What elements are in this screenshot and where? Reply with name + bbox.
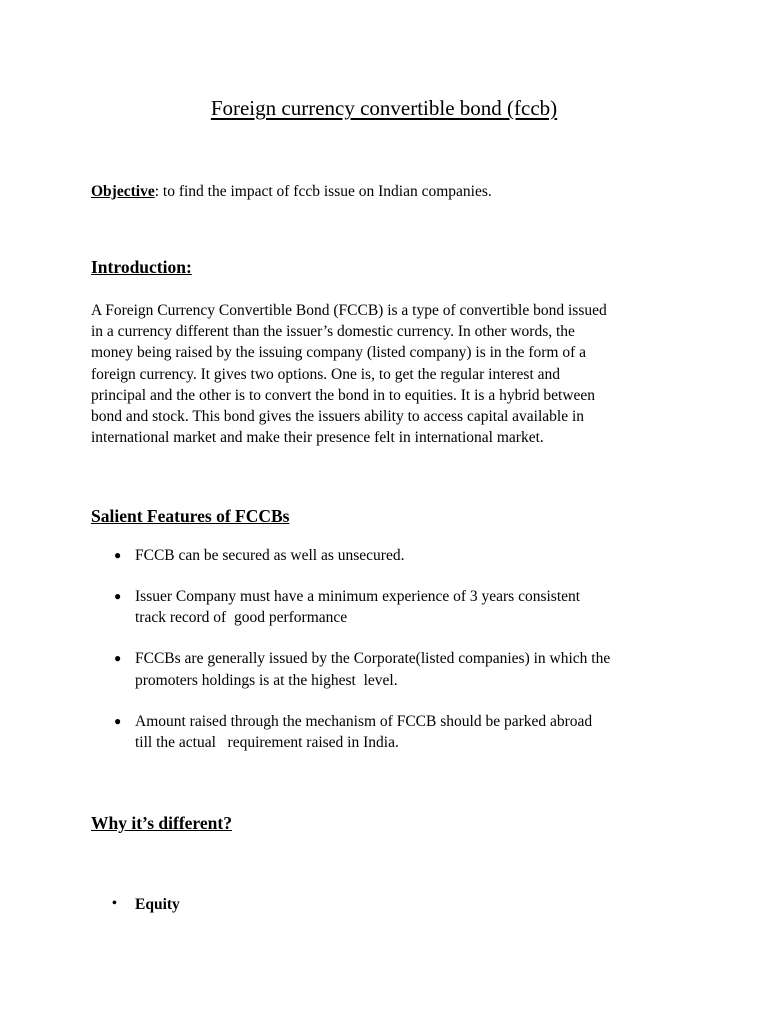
bullet-icon: ●	[114, 588, 122, 603]
introduction-line: foreign currency. It gives two options. One is, to get the regular interest and	[91, 365, 561, 383]
salient-features-list	[91, 545, 711, 773]
list-item	[91, 711, 711, 754]
introduction-heading: Introduction:	[91, 257, 192, 277]
list-item-line: track record of good performance	[135, 609, 348, 627]
list-item-line: Issuer Company must have a minimum experience of 3 years consistent	[135, 587, 581, 605]
introduction-line: in a currency different than the issuer’s domestic currency. In other words, the	[91, 323, 575, 341]
list-item-line: FCCBs are generally issued by the Corporate(listed companies) in which the	[135, 650, 611, 668]
bullet-icon: •	[112, 896, 117, 911]
introduction-line: money being raised by the issuing company (listed company) is in the form of a	[91, 344, 587, 362]
bullet-icon: ●	[114, 713, 122, 728]
introduction-line: principal and the other is to convert the bond in to equities. It is a hybrid between	[91, 386, 596, 404]
bullet-icon: ●	[114, 548, 122, 562]
list-item-line: Amount raised through the mechanism of FCCB should be parked abroad	[135, 712, 593, 730]
list-item	[91, 586, 711, 629]
list-item-line: promoters holdings is at the highest level.	[135, 671, 398, 689]
introduction-line: bond and stock. This bond gives the issuers ability to access capital available in	[91, 408, 585, 426]
list-item	[91, 545, 711, 566]
list-item	[91, 648, 711, 691]
introduction-line: international market and make their presence felt in international market.	[91, 429, 544, 447]
objective-label: Objective	[91, 183, 155, 200]
salient-features-heading: Salient Features of FCCBs	[91, 506, 290, 526]
bullet-icon: ●	[114, 651, 122, 666]
objective-paragraph	[91, 181, 492, 202]
why-different-heading: Why it’s different?	[91, 813, 232, 833]
list-item-line: till the actual requirement raised in India.	[135, 733, 399, 751]
list-item-line: FCCB can be secured as well as unsecured.	[135, 547, 405, 564]
introduction-paragraph	[91, 300, 691, 448]
document-title: Foreign currency convertible bond (fccb)	[210, 96, 558, 120]
list-item-label: Equity	[135, 896, 180, 913]
objective-text: : to find the impact of fccb issue on Indian companies.	[154, 183, 492, 200]
introduction-line: A Foreign Currency Convertible Bond (FCCB) is a type of convertible bond issued	[91, 302, 607, 319]
